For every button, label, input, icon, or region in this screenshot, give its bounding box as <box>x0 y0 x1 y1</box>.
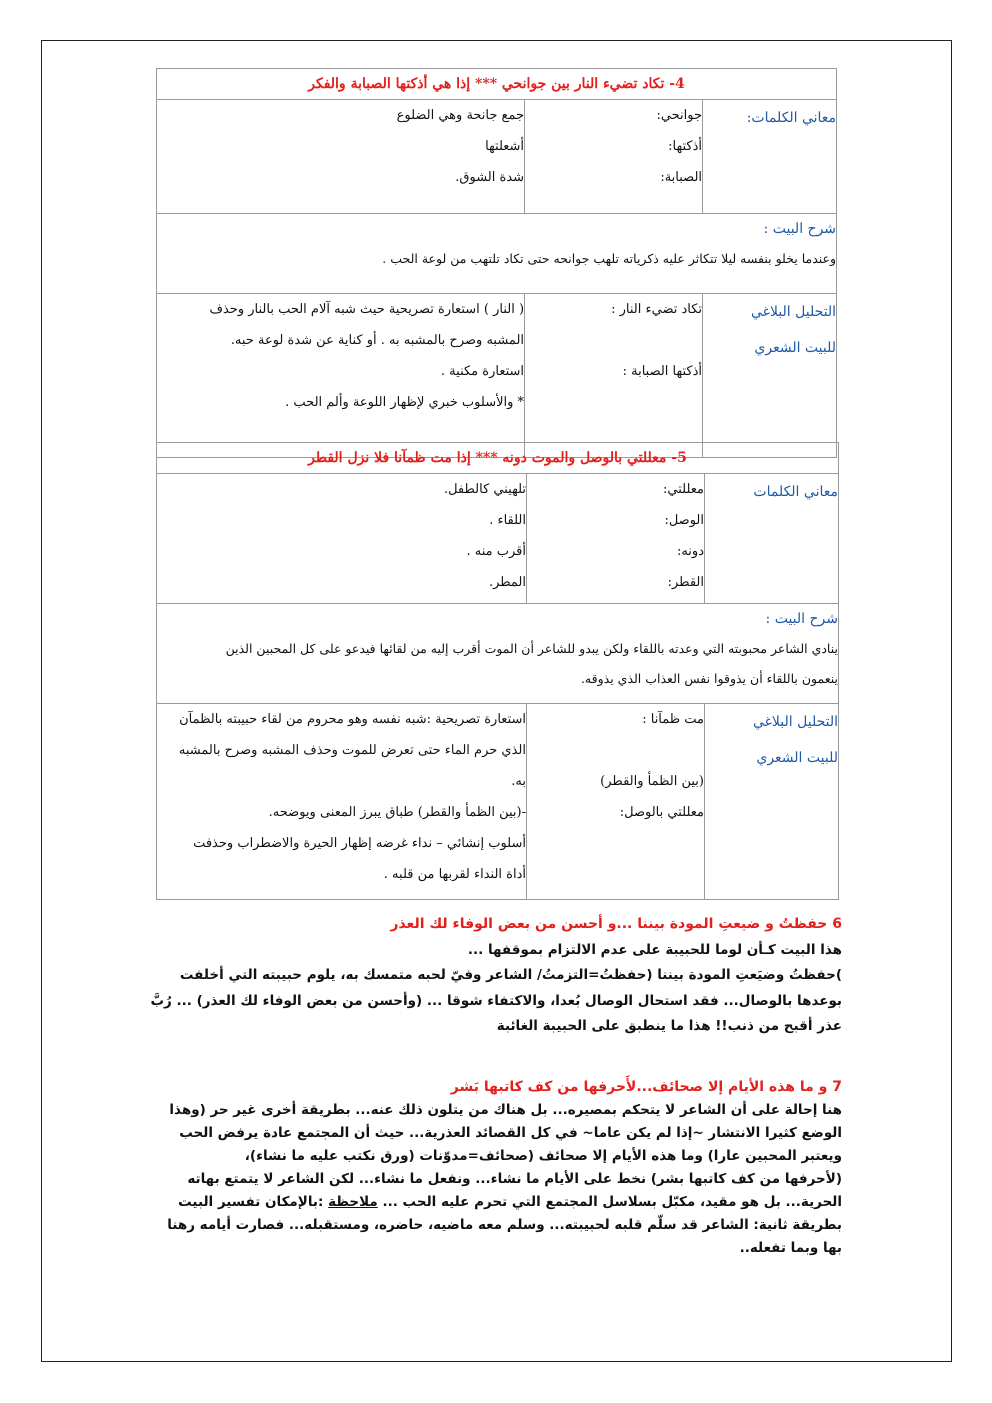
verse-4-title: 4- تكاد تضيء النار بين جوانحي *** إذا هي أذكتها الصبابة والفكر <box>157 69 837 100</box>
verse-5-title: 5- معللتي بالوصل والموت دونه *** إذا مت ظمآنا فلا نزل القطر <box>157 443 839 474</box>
explanation-text: ينادي الشاعر محبوبته التي وعدته باللقاء ولكن يبدو للشاعر أن الموت أقرب إليه من لقائها فيدعو على كل المحبين الذين <box>225 641 838 656</box>
meanings-column <box>157 100 525 214</box>
verse-explanation <box>157 604 839 704</box>
word-meanings-label: معاني الكلمات <box>705 474 839 604</box>
meaning: تلهيني كالطفل. <box>443 482 526 497</box>
paragraph-line: )حفظتُ وضيَعتِ المودة بيننا (حفظتُ=التزمتُ/ الشاعر وفيّ لحبه متمسك به، يلوم حبيبته التي أخلفت <box>179 967 842 983</box>
paragraph-line: بوعدها بالوصال... فقد استحال الوصال بُعدا، والاكتفاء شوقا ... (وأحسن من بعض الوفاء لك العذر) ... رُبَّ <box>150 992 842 1009</box>
verse-explanation <box>157 214 837 294</box>
analysis-phrase: معللتي بالوصل: <box>619 805 704 820</box>
paragraph-line: عذر أقبح من ذنب!! هذا ما ينطبق على الحبيبة الغائبة <box>496 1018 842 1034</box>
rhetorical-analysis-label: التحليل البلاغي للبيت الشعري <box>703 294 837 458</box>
analysis-text: استعارة تصريحية :شبه نفسه وهو محروم من لقاء حبيبته بالظمآن الذي حرم الماء حتى تعرض للموت وحذف المشبه وصرح بالمشبه به. -(بين الظمأ والقطر) طباق يبرز المعنى ويوضحه. أسلوب إنشائي – نداء غرضه إظهار الحيرة والاضطراب وحذفت أداة النداء لقربها من قلبه . <box>157 704 527 900</box>
paragraph-line: هذا البيت كـأن لوما للحبيبة على عدم الالتزام بموقفها ... <box>467 941 842 958</box>
paragraph-line: (لأحرفها من كف كاتبها بشر) نخط على الأيام ما نشاء... ونفعل ما نشاء... لكن الشاعر لا يتمتع بهاته <box>187 1171 842 1187</box>
verse-4-table <box>156 68 837 458</box>
rhetorical-analysis-label: التحليل البلاغي للبيت الشعري <box>705 704 839 900</box>
word: معللتي: <box>663 482 704 497</box>
meaning: أشعلتها <box>485 139 525 154</box>
paragraph-line: الوضع كثيرا الانتشار ~إذا لم يكن عاما~ في كل القصائد العذرية... حيث أن المجتمع عادة يرفض الحب <box>179 1125 842 1141</box>
meaning: أقرب منه . <box>466 544 526 559</box>
analysis-phrase: (بين الظمأ والقطر) <box>600 774 704 789</box>
paragraph-line: بها وبما تفعله.. <box>739 1240 842 1256</box>
words-column <box>527 474 705 604</box>
meaning: اللقاء . <box>489 513 526 528</box>
word: دونه: <box>676 544 704 559</box>
explanation-text: وعندما يخلو بنفسه ليلا تتكاثر عليه ذكرياته تلهب جوانحه حتى تكاد تلتهب من لوعة الحب . <box>382 251 837 266</box>
analysis-phrase: مت ظمآنا : <box>642 712 704 727</box>
word: جوانحي: <box>656 108 703 123</box>
word-meanings-label: معاني الكلمات: <box>703 100 837 214</box>
meaning: المطر. <box>488 575 526 590</box>
explanation-label: شرح البيت : <box>765 611 838 627</box>
section-6 <box>150 912 842 1040</box>
meaning: جمع جانحة وهي الضلوع <box>396 108 525 123</box>
section-6-heading: 6 حفظتُ و ضيعتِ المودة بيننا ...و أحسن من بعض الوفاء لك العذر <box>390 916 842 932</box>
paragraph-line: بطريقة ثانية: الشاعر قد سلّم قلبه لحبيبته... وسلم معه ماضيه، حاضره، ومستقبله... فصارت أيامه رهنا <box>167 1217 842 1233</box>
paragraph-line: ويعتبر المحبين عارا) وما هذه الأيام إلا صحائف (صحائف=مدوّنات (ورق نكتب عليه ما نشاء)، <box>244 1148 842 1164</box>
analysis-phrase: تكاد تضيء النار : <box>611 302 703 317</box>
verse-5-table <box>156 442 839 900</box>
meaning: شدة الشوق. <box>455 170 525 185</box>
analysis-text: ( النار ) استعارة تصريحية حيث شبه آلام الحب بالنار وحذف المشبه وصرح بالمشبه به . أو كناية عن شدة لوعة حبه. استعارة مكنية . * والأسلوب خبري لإظهار اللوعة وألم الحب . <box>157 294 525 458</box>
word: القطر: <box>667 575 704 590</box>
note-text: :بالإمكان تفسير البيت <box>178 1194 329 1210</box>
analysis-phrases <box>525 294 703 458</box>
section-7-heading: 7 و ما هذه الأيام إلا صحائف...لأَحرفها من كف كاتبها بَشر <box>450 1079 842 1095</box>
word: أذكتها: <box>668 139 703 154</box>
word: الوصل: <box>664 513 704 528</box>
paragraph-line: الحرية... بل هو مقيد، مكبّل بسلاسل المجتمع التي تحرم عليه الحب ... ملاحظة :بالإمكان تفسير البيت <box>178 1194 842 1210</box>
explanation-text: ينعمون باللقاء أن يذوقوا نفس العذاب الذي يذوقه. <box>580 671 838 686</box>
meanings-column <box>157 474 527 604</box>
analysis-phrase: أذكتها الصبابة : <box>622 364 703 379</box>
section-7 <box>150 1076 842 1260</box>
paragraph-line: هنا إحالة على أن الشاعر لا يتحكم بمصيره... بل هناك من يتلون ذلك عنه... بطريقة أخرى غير حر (وهذا <box>169 1102 842 1118</box>
word: الصبابة: <box>660 170 703 185</box>
words-column <box>525 100 703 214</box>
note-label: ملاحظة <box>328 1194 378 1210</box>
explanation-label: شرح البيت : <box>763 221 837 237</box>
analysis-phrases <box>527 704 705 900</box>
